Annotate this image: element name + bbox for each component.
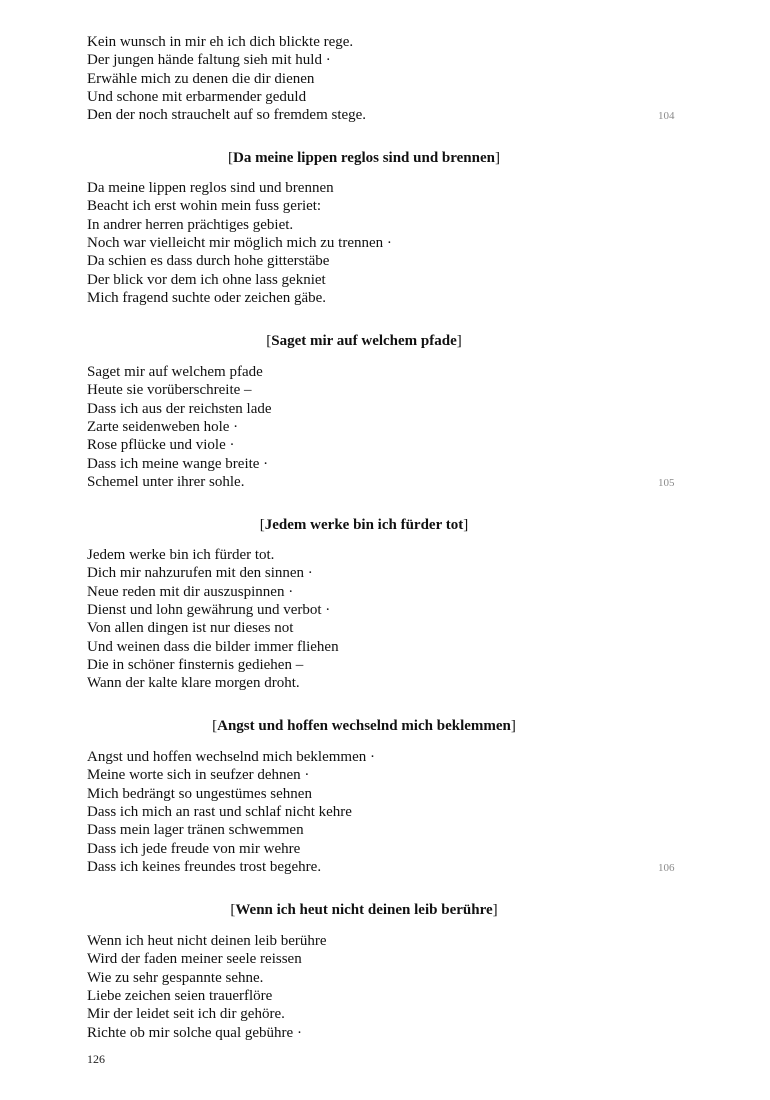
heading-bracket-open: [ xyxy=(230,902,236,918)
verse-line: Dienst und lohn gewährung und verbot · xyxy=(87,601,331,618)
poem-heading xyxy=(87,901,641,919)
verse-line: Angst und hoffen wechselnd mich beklemmen · xyxy=(87,749,375,765)
poem-heading-title: Jedem werke bin ich fürder tot xyxy=(264,517,464,533)
verse-line: In andrer herren prächtiges gebiet. xyxy=(87,216,294,233)
verse-line: Der jungen hände faltung sieh mit huld · xyxy=(87,52,331,69)
verse-line: Den der noch strauchelt auf so fremdem stege. xyxy=(87,107,367,124)
verse-line: Beacht ich erst wohin mein fuss geriet: xyxy=(87,198,322,215)
poem-heading-title: Da meine lippen reglos sind und brennen xyxy=(232,150,495,166)
margin-line-number: 104 xyxy=(658,110,675,123)
verse-line: Richte ob mir solche qual gebühre · xyxy=(87,1024,302,1041)
verse-line: Dass ich jede freude von mir wehre xyxy=(87,840,301,857)
verse-line: Von allen dingen ist nur dieses not xyxy=(87,620,294,637)
heading-bracket-open: [ xyxy=(212,718,218,734)
verse-line: Wenn ich heut nicht deinen leib berühre xyxy=(87,933,327,949)
poem-heading xyxy=(87,332,641,350)
heading-bracket-open: [ xyxy=(266,333,272,349)
verse-line: Mich bedrängt so ungestümes sehnen xyxy=(87,785,312,802)
verse-line: Der blick vor dem ich ohne lass gekniet xyxy=(87,271,326,288)
verse-line: Liebe zeichen seien trauerflöre xyxy=(87,987,273,1004)
verse-line: Dich mir nahzurufen mit den sinnen · xyxy=(87,565,313,582)
margin-line-number: 105 xyxy=(658,476,675,489)
verse-line: Zarte seidenweben hole · xyxy=(87,418,239,435)
verse-line: Mich fragend suchte oder zeichen gäbe. xyxy=(87,289,327,306)
poem-heading xyxy=(87,717,641,735)
verse-line: Und schone mit erbarmender geduld xyxy=(87,88,307,105)
verse-line: Schemel unter ihrer sohle. xyxy=(87,473,245,490)
verse-line: Kein wunsch in mir eh ich dich blickte rege. xyxy=(87,34,354,50)
heading-bracket-close: ] xyxy=(495,150,500,166)
verse-line: Wird der faden meiner seele reissen xyxy=(87,951,302,968)
heading-bracket-close: ] xyxy=(492,902,498,918)
margin-line-number: 106 xyxy=(658,861,675,874)
verse-line: Dass ich aus der reichsten lade xyxy=(87,400,272,417)
verse-line: Neue reden mit dir auszuspinnen · xyxy=(87,583,294,600)
poem-heading xyxy=(87,516,641,534)
verse-line: Erwähle mich zu denen die dir dienen xyxy=(87,70,315,87)
verse-line: Dass ich meine wange breite · xyxy=(87,455,269,472)
verse-line: Und weinen dass die bilder immer fliehen xyxy=(87,638,339,655)
verse-line: Noch war vielleicht mir möglich mich zu trennen · xyxy=(87,234,392,251)
verse-line: Wann der kalte klare morgen droht. xyxy=(87,675,300,692)
verse-line: Dass ich mich an rast und schlaf nicht kehre xyxy=(87,803,352,820)
verse-line: Die in schöner finsternis gediehen – xyxy=(87,656,304,673)
heading-bracket-close: ] xyxy=(463,517,469,533)
verse-line: Saget mir auf welchem pfade xyxy=(87,364,263,380)
verse-line: Dass mein lager tränen schwemmen xyxy=(87,822,304,839)
poem-heading xyxy=(87,149,641,167)
poem-heading-title: Saget mir auf welchem pfade xyxy=(271,333,457,349)
verse-line: Da meine lippen reglos sind und brennen xyxy=(87,180,334,196)
verse-line: Wie zu sehr gespannte sehne. xyxy=(87,969,264,986)
verse-line: Da schien es dass durch hohe gitterstäbe xyxy=(87,253,330,270)
heading-bracket-close: ] xyxy=(456,333,462,349)
verse-line: Rose pflücke und viole · xyxy=(87,437,235,454)
page-number: 126 xyxy=(87,1052,105,1066)
poem-heading-title: Angst und hoffen wechselnd mich beklemmen xyxy=(217,718,511,734)
verse-line: Jedem werke bin ich fürder tot. xyxy=(87,547,275,563)
poem-heading-title: Wenn ich heut nicht deinen leib berühre xyxy=(235,902,493,918)
verse-line: Heute sie vorüberschreite – xyxy=(87,382,252,399)
heading-bracket-close: ] xyxy=(510,718,516,734)
verse-line: Mir der leidet seit ich dir gehöre. xyxy=(87,1006,285,1023)
verse-line: Dass ich keines freundes trost begehre. xyxy=(87,858,322,875)
verse-line: Meine worte sich in seufzer dehnen · xyxy=(87,767,310,784)
heading-bracket-open: [ xyxy=(259,517,265,533)
heading-bracket-open: [ xyxy=(227,150,233,166)
